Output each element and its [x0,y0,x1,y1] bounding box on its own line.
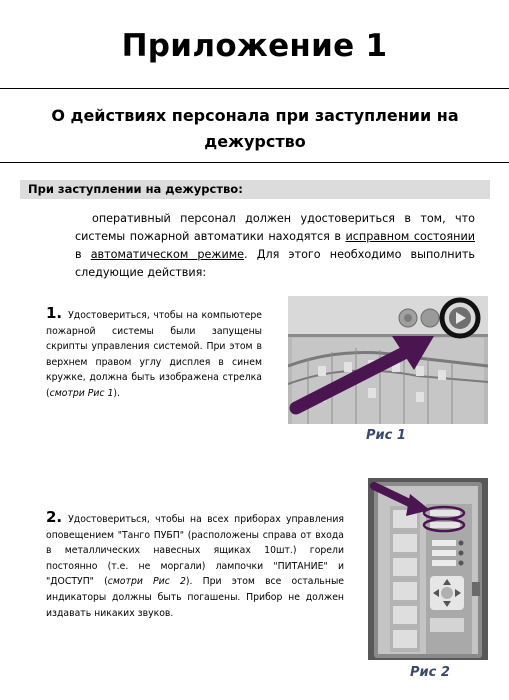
page-title: Приложение 1 [121,28,388,64]
figure-1-caption: Рис 1 [366,428,406,443]
step-number: 1. [46,304,63,322]
step-text: ). [113,387,120,399]
intro-paragraph [75,210,475,282]
figure-reference: смотри Рис 1 [49,387,114,399]
step-2 [46,510,344,621]
section-heading-bar [20,180,490,199]
intro-underlined-term: автоматическом режиме [90,248,245,261]
step-text: Удостовериться, чтобы на компьютере пожарной системы были запущены скрипты управления системой. При этом в верхнем правом углу дисплея в синем кружке, должна быть изображена стрелка ( [46,310,262,399]
figure-2-caption: Рис 2 [410,665,450,680]
figure-reference: смотри Рис 2 [107,576,186,588]
section-heading: При заступлении на дежурство: [28,182,243,196]
intro-text: в [75,248,91,261]
intro-text: . Для этого необходимо выполнить следующие действия: [75,248,475,279]
step-text: Удостовериться, чтобы на всех приборах управления оповещением "Танго ПУБП" (расположены справа от входа в металлических навесных ящиках 10шт.) горели постоянно (т.е. не моргали) лампочки "ПИТАНИЕ" и "ДОСТУП" ( [46,514,344,588]
page-subtitle: О действиях персонала при заступлении на дежурство [51,106,459,151]
intro-text: оперативный персонал должен удостовериться в том, что системы пожарной автоматики находятся в [75,212,475,243]
tango-device-illustration [368,478,488,660]
figure-2-image [368,478,488,660]
step-text: ). При этом все остальные индикаторы должны быть погашены. Прибор не должен издавать никаких звуков. [46,576,344,619]
step-1 [46,306,262,402]
title-divider [0,88,509,89]
monitor-screen-illustration [288,296,488,424]
step-number: 2. [46,508,63,526]
intro-underlined-term: исправном состоянии [345,230,475,243]
subtitle-divider [0,162,509,163]
figure-1-image [288,296,488,424]
